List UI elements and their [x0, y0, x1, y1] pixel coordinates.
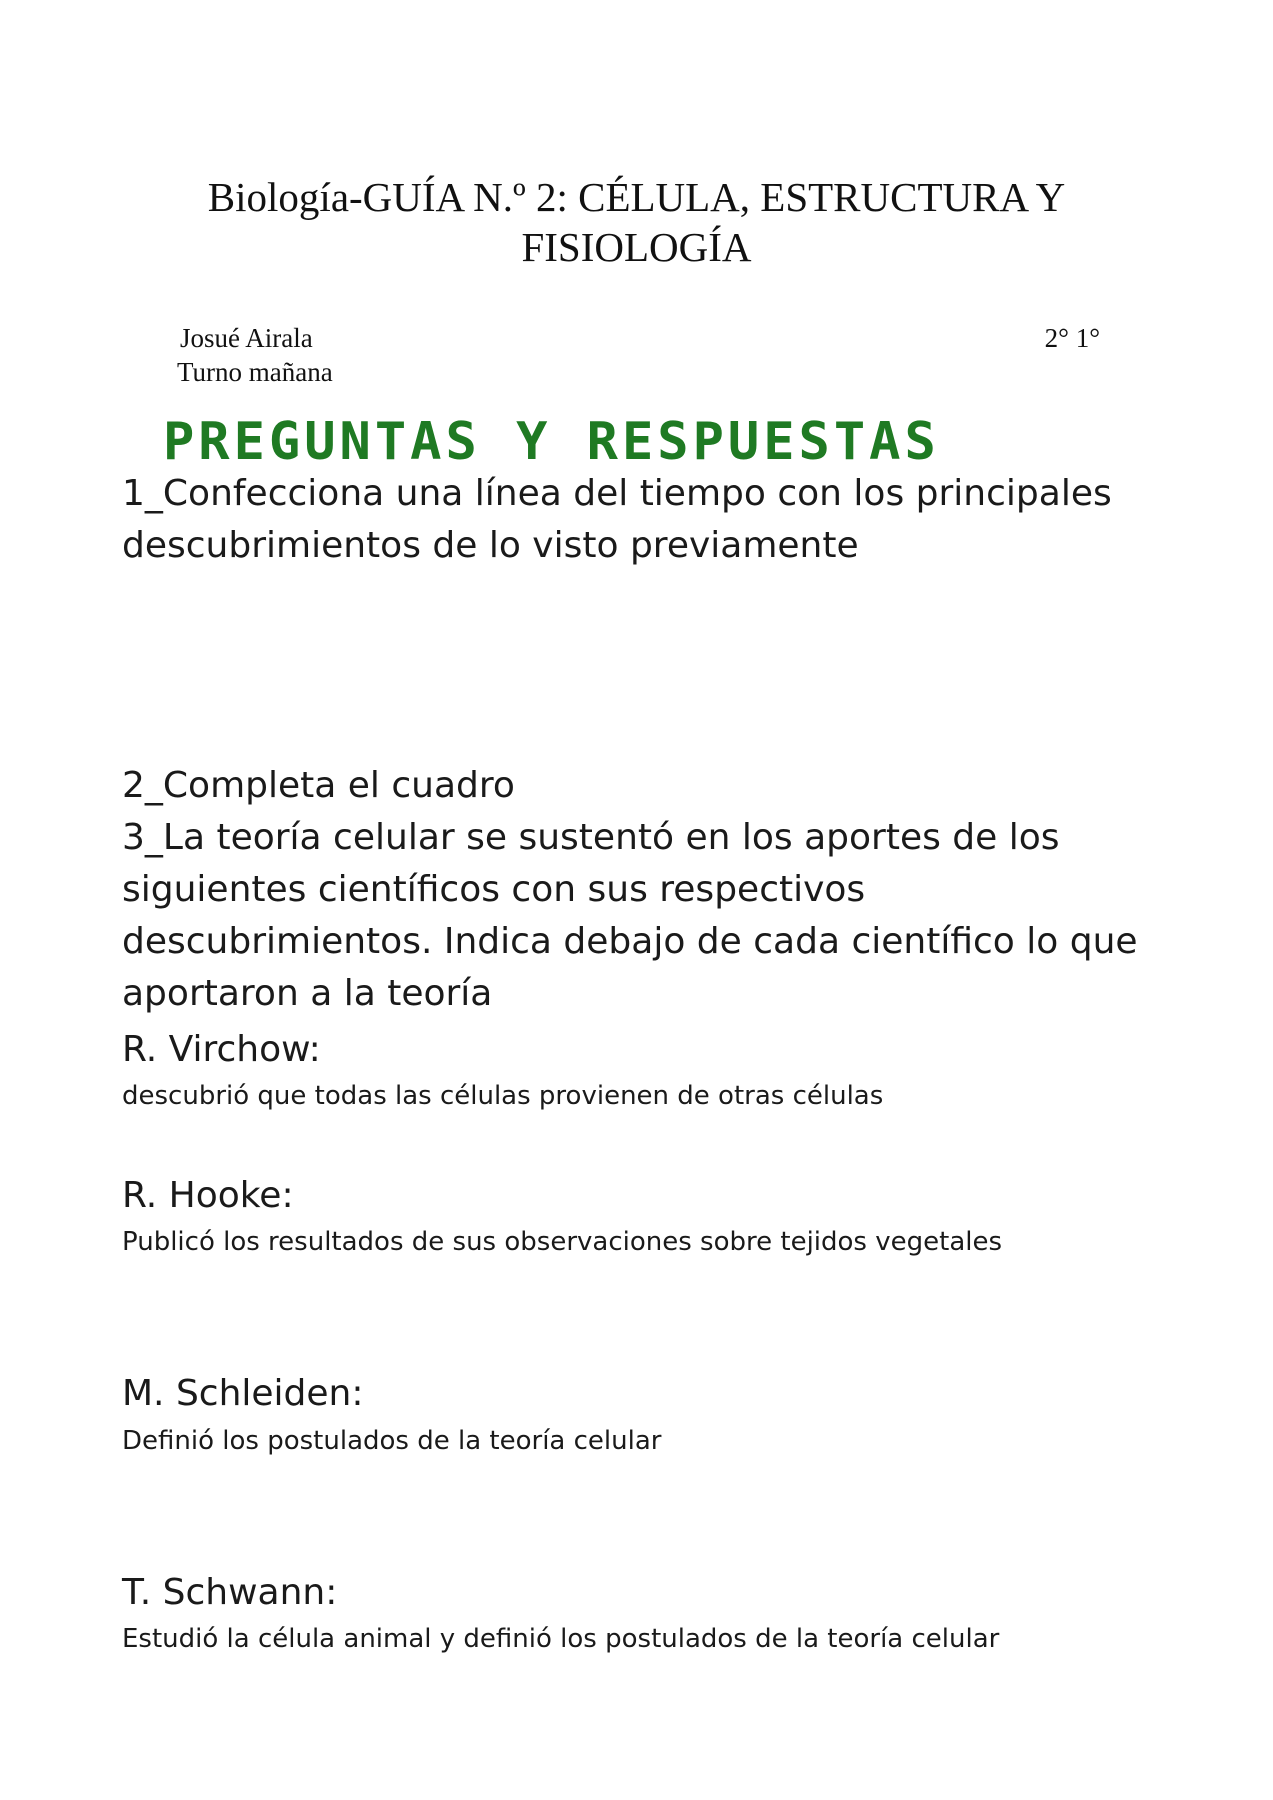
scientist-name-schwann: T. Schwann: [122, 1572, 338, 1613]
student-shift: Turno mañana [177, 357, 333, 387]
question-1: 1_Confecciona una línea del tiempo con los principales descubrimientos de lo visto previamente [122, 473, 1112, 566]
scientist-answer-schleiden: Definió los postulados de la teoría celular [122, 1426, 662, 1456]
question-2: 2_Completa el cuadro [122, 765, 515, 806]
scientist-name-hooke: R. Hooke: [122, 1175, 294, 1216]
scientist-answer-virchow: descubrió que todas las células provienen de otras células [122, 1081, 884, 1111]
student-name: Josué Airala [180, 323, 313, 353]
scientist-name-virchow: R. Virchow: [122, 1029, 321, 1070]
scientist-answer-schwann: Estudió la célula animal y definió los postulados de la teoría celular [122, 1624, 1000, 1654]
section-heading: PREGUNTAS Y RESPUESTAS [163, 412, 940, 472]
document-title: Biología-GUÍA N.º 2: CÉLULA, ESTRUCTURA Y FISIOLOGÍA [207, 174, 1066, 270]
scientist-name-schleiden: M. Schleiden: [122, 1373, 364, 1414]
scientist-answer-hooke: Publicó los resultados de sus observaciones sobre tejidos vegetales [122, 1227, 1003, 1257]
student-course: 2° 1° [1044, 323, 1100, 353]
question-3: 3_La teoría celular se sustentó en los aportes de los siguientes científicos con sus respectivos descubrimientos. Indica debajo de cada científico lo que aportaron a la teoría [122, 817, 1138, 1014]
